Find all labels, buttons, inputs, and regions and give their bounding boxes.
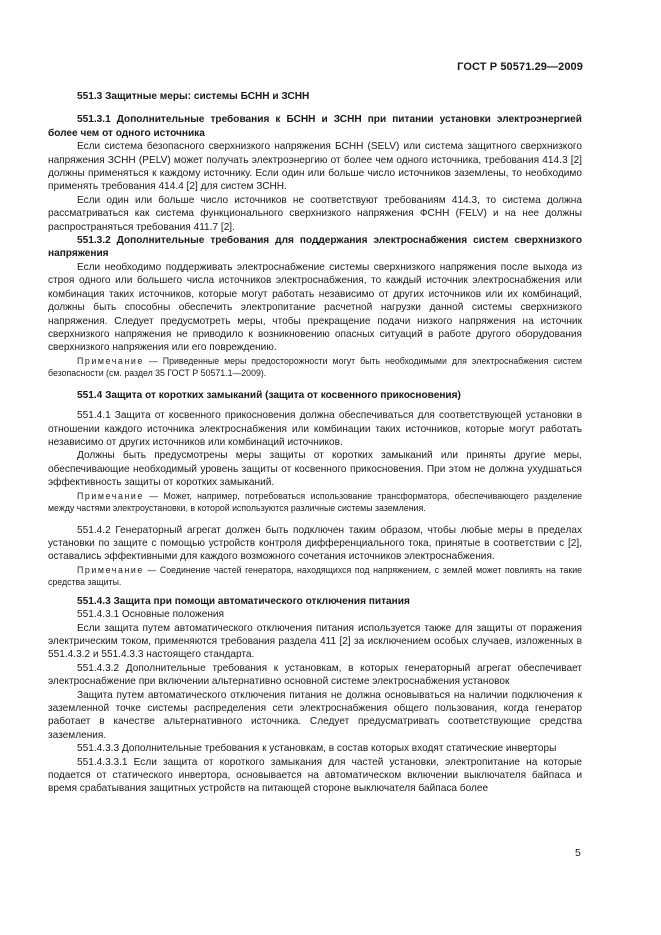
paragraph-551-4-3-3: 551.4.3.3 Дополнительные требования к установкам, в состав которых входят статические инверторы	[77, 743, 557, 755]
paragraph-551-4-1: 551.4.1 Защита от косвенного прикосновения должна обеспечиваться для соответствующей установки в отношении каждого источника электроснабжения или комбинации таких источников, которые могут работать независимо от других источников или комбинаций источников.	[48, 410, 582, 448]
section-551-4-title: 551.4 Защита от коротких замыканий (защита от косвенного прикосновения)	[77, 389, 461, 401]
note-1-text: Приведенные меры предосторожности могут быть необходимыми для электроснабжения систем безопасности (см. раздел 35 ГОСТ Р 50571.1—2009).	[48, 355, 583, 378]
standard-header: ГОСТ Р 50571.29—2009	[457, 61, 583, 73]
note-2-label: Примечание	[77, 490, 144, 501]
paragraph-551-4-3-2: 551.4.3.2 Дополнительные требования к установкам, в которых генераторный агрегат обеспечивает электроснабжение при включении альтернативно основной системе электроснабжения установок	[48, 662, 582, 688]
note-2-text: Может, например, потребоваться использование трансформатора, обеспечивающего разделение между частями электроустановки, в которой используются различные системы заземления.	[48, 490, 582, 513]
paragraph-supply-continuity: Если необходимо поддерживать электроснабжение системы сверхнизкого напряжения после выхода из строя одного или большего числа источников электроснабжения, то каждый источник электроснабжения или комбинация таких источников, которые могут работать независимо от других источников или их комбинаций, должны быть способны обеспечить электропитание расчетной нагрузки данной системы сверхнизкого напряжения. Следует предусмотреть меры, чтобы прекращение подачи низкого напряжения на источник сверхнизкого напряжения не приводило к возникновению опасных ситуаций в работе другого оборудования сверхнизкого напряжения или его повреждению.	[48, 261, 582, 354]
paragraph-earthing-means: Защита путем автоматического отключения питания не должна основываться на наличии подключения к заземленной точке системы распределения сети электроснабжения общего пользования, когда генератор работает в качестве альтернативного источника. Следует предусматривать соответствующие средства заземления.	[48, 689, 582, 741]
section-551-3-2-title: 551.3.2 Дополнительные требования для поддержания электроснабжения систем сверхнизкого напряжения	[48, 235, 582, 260]
note-3-text: Соединение частей генератора, находящихся под напряжением, с землей может повлиять на такие средства защиты.	[48, 564, 582, 587]
note-1	[48, 355, 582, 379]
note-3-label: Примечание	[77, 564, 144, 575]
section-551-3-1-title: 551.3.1 Дополнительные требования к БСНН и ЗСНН при питании установки электроэнергией более чем от одного источника	[48, 114, 582, 139]
paragraph-short-circuit-measures: Должны быть предусмотрены меры защиты от коротких замыканий или приняты другие меры, обеспечивающие необходимый уровень защиты от косвенного прикосновения. При этом не должна ухудшаться эффективность защиты от коротких замыканий.	[48, 450, 582, 489]
section-551-4-3-title: 551.4.3 Защита при помощи автоматического отключения питания	[77, 595, 410, 607]
paragraph-auto-disconnection: Если защита путем автоматического отключения питания используется также для защиты от поражения электрическим током, применяются требования раздела 411 [2] за исключением особых случаев, изложенных в 551.4.3.2 и 551.4.3.3 настоящего стандарта.	[48, 622, 582, 661]
note-2-dash: —	[143, 490, 164, 501]
paragraph-551-4-2: 551.4.2 Генераторный агрегат должен быть подключен таким образом, чтобы любые меры в пределах установки по защите с помощью устройств контроля дифференциального тока, принятые в соответствии с [2], оставались эффективными для каждого возможного сочетания источников электроснабжения.	[48, 524, 582, 563]
note-1-dash: —	[143, 355, 163, 366]
paragraph-551-4-3-3-1: 551.4.3.3.1 Если защита от короткого замыкания для частей установки, электропитание на которые подается от статического инвертора, основывается на автоматическом включении выключателя байпаса и время срабатывания защитных устройств на питающей стороне выключателя байпаса более	[48, 756, 582, 795]
note-3	[48, 564, 582, 588]
paragraph-selv-pelv: Если система безопасного сверхнизкого напряжения БСНН (SELV) или система защитного сверхнизкого напряжения ЗСНН (PELV) может получать электроэнергию от более чем одного источника, требования 414.3 [2] должны применяться к каждому источнику. Если один или больше число источников заземлены, то необходимо применять требования 414.4 [2] для систем ЗСНН.	[48, 141, 582, 193]
note-1-label: Примечание	[77, 355, 144, 366]
page-content	[48, 90, 582, 796]
note-2	[48, 490, 582, 514]
section-551-3-title: 551.3 Защитные меры: системы БСНН и ЗСНН	[77, 91, 310, 102]
subsection-551-4-3-1: 551.4.3.1 Основные положения	[77, 609, 224, 621]
page-number: 5	[575, 847, 581, 859]
paragraph-felv: Если один или больше число источников не соответствуют требованиям 414.3, то система должна рассматриваться как система функционального сверхнизкого напряжения ФСНН (FELV) и на нее должны распространяться требования 411.7 [2].	[48, 194, 582, 233]
note-3-dash: —	[143, 564, 160, 575]
